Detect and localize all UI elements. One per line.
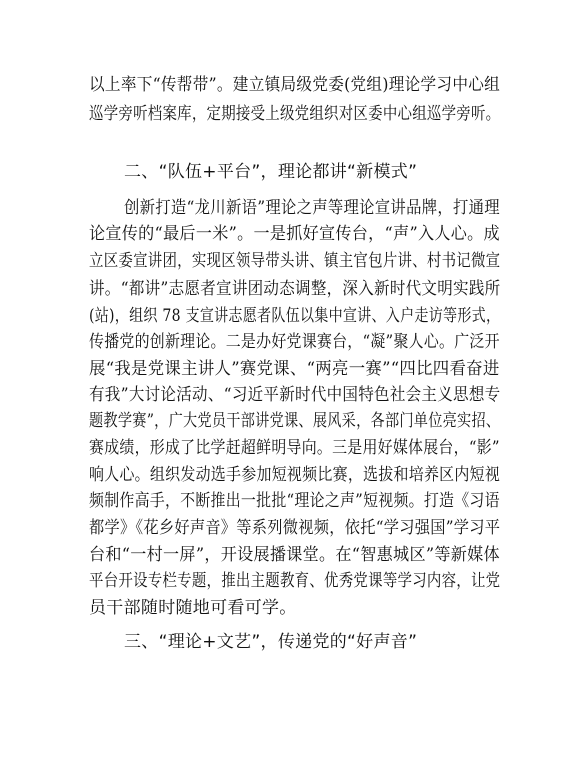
text-line: 平台开设专栏专题，推出主题教育、优秀党课等学习内容，让党 [89,571,501,591]
text-line: 都学》《花乡好声音》等系列微视频，依托“学习强国”学习平 [89,518,501,538]
text-line: 赛成绩，形成了比学赶超鲜明导向。三是用好媒体展台，“影” [89,438,500,458]
text-line: 巡学旁听档案库，定期接受上级党组织对区委中心组巡学旁听。 [89,104,501,124]
text-line: (站)，组织 78 支宣讲志愿者队伍以集中宣讲、入户走访等形式， [89,306,501,326]
text-line: 以上率下“传帮带”。建立镇局级党委(党组)理论学习中心组 [89,75,501,95]
text-line: 台和“一村一屏”，开设展播课堂。在“智惠城区”等新媒体 [89,545,500,565]
text-line: 传播党的创新理论。二是办好党课赛台，“凝”聚人心。广泛开 [89,332,500,352]
text-line: 论宣传的“最后一米”。一是抓好宣传台，“声”入人心。成 [89,224,500,244]
text-line: 展“我是党课主讲人”赛党课、“两亮一赛”“四比四看奋进 [89,359,500,379]
text-line: 立区委宣讲团，实现区领导带头讲、镇主官包片讲、村书记微宣 [89,251,501,271]
text-line: 有我”大讨论活动、“习近平新时代中国特色社会主义思想专 [89,385,501,405]
text-line: 创新打造“龙川新语”理论之声等理论宣讲品牌，打通理 [124,198,500,218]
text-line: 讲。“都讲”志愿者宣讲团动态调整，深入新时代文明实践所 [89,279,501,299]
text-line: 题教学赛”，广大党员干部讲党课、展风采，各部门单位亮实招、 [89,411,501,431]
section-heading-2: 二、“队伍+平台”，理论都讲“新模式” [124,162,418,182]
text-line: 员干部随时随地可看可学。 [89,598,297,618]
text-line: 频制作高手，不断推出一批批“理论之声”短视频。打造《习语 [89,491,500,511]
section-heading-3: 三、“理论+文艺”，传递党的“好声音” [124,632,418,652]
text-line: 响人心。组织发动选手参加短视频比赛，选拔和培养区内短视 [89,465,501,485]
